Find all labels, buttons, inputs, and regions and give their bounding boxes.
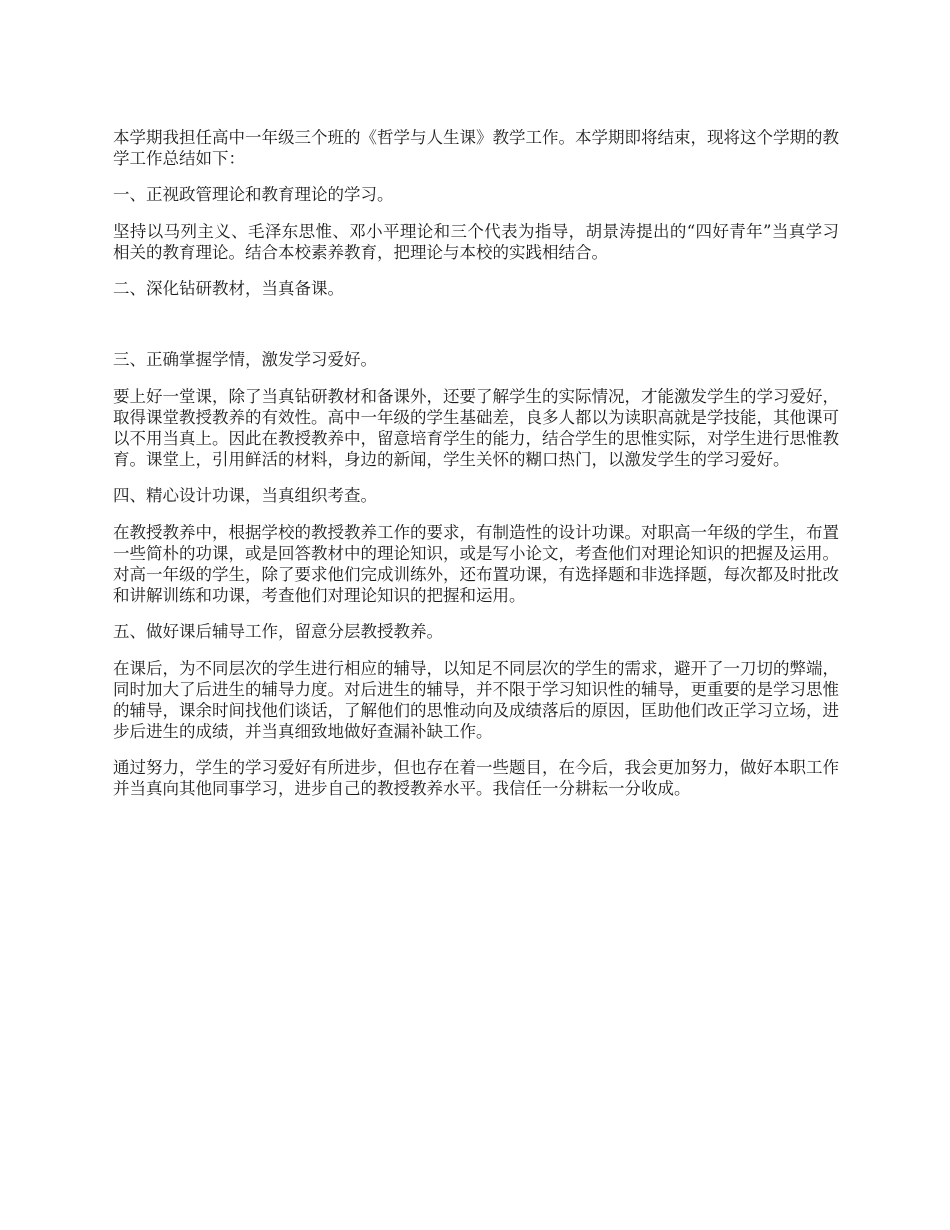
section-body-5: 在课后，为不同层次的学生进行相应的辅导，以知足不同层次的学生的需求，避开了一刀切的弊端，同时加大了后进生的辅导力度。对后进生的辅导，并不限于学习知识性的辅导，更重要的是学习思惟的辅导，课余时间找他们谈话，了解他们的思惟动向及成绩落后的原因，匡助他们改正学习立场，进步后进生的成绩，并当真细致地做好查漏补缺工作。 [113,659,839,741]
blank-gap [113,315,839,349]
document-page [113,127,839,814]
section-body-1: 坚持以马列主义、毛泽东思惟、邓小平理论和三个代表为指导，胡景涛提出的“四好青年”当真学习相关的教育理论。结合本校素养教育，把理论与本校的实践相结合。 [113,222,839,262]
conclusion-paragraph: 通过努力，学生的学习爱好有所进步，但也存在着一些题目，在今后，我会更加努力，做好本职工作并当真向其他同事学习，进步自己的教授教养水平。我信任一分耕耘一分收成。 [113,758,839,798]
section-heading-1: 一、正视政管理论和教育理论的学习。 [113,185,394,204]
section-heading-3: 三、正确掌握学情，激发学习爱好。 [113,350,377,369]
section-heading-5: 五、做好课后辅导工作，留意分层教授教养。 [113,622,443,641]
section-body-4: 在教授教养中，根据学校的教授教养工作的要求，有制造性的设计功课。对职高一年级的学生，布置一些简朴的功课，或是回答教材中的理论知识，或是写小论文，考查他们对理论知识的把握及运用。对高一年级的学生，除了要求他们完成训练外，还布置功课，有选择题和非选择题，每次都及时批改和讲解训练和功课，考查他们对理论知识的把握和运用。 [113,523,839,605]
section-heading-2: 二、深化钻研教材，当真备课。 [113,279,344,298]
section-heading-4: 四、精心设计功课，当真组织考查。 [113,486,377,505]
section-body-3: 要上好一堂课，除了当真钻研教材和备课外，还要了解学生的实际情况，才能激发学生的学习爱好，取得课堂教授教养的有效性。高中一年级的学生基础差，良多人都以为读职高就是学技能，其他课可以不用当真上。因此在教授教养中，留意培育学生的能力，结合学生的思惟实际，对学生进行思惟教育。课堂上，引用鲜活的材料，身边的新闻，学生关怀的糊口热门，以激发学生的学习爱好。 [113,387,839,469]
intro-paragraph: 本学期我担任高中一年级三个班的《哲学与人生课》教学工作。本学期即将结束，现将这个学期的教学工作总结如下： [113,128,839,168]
